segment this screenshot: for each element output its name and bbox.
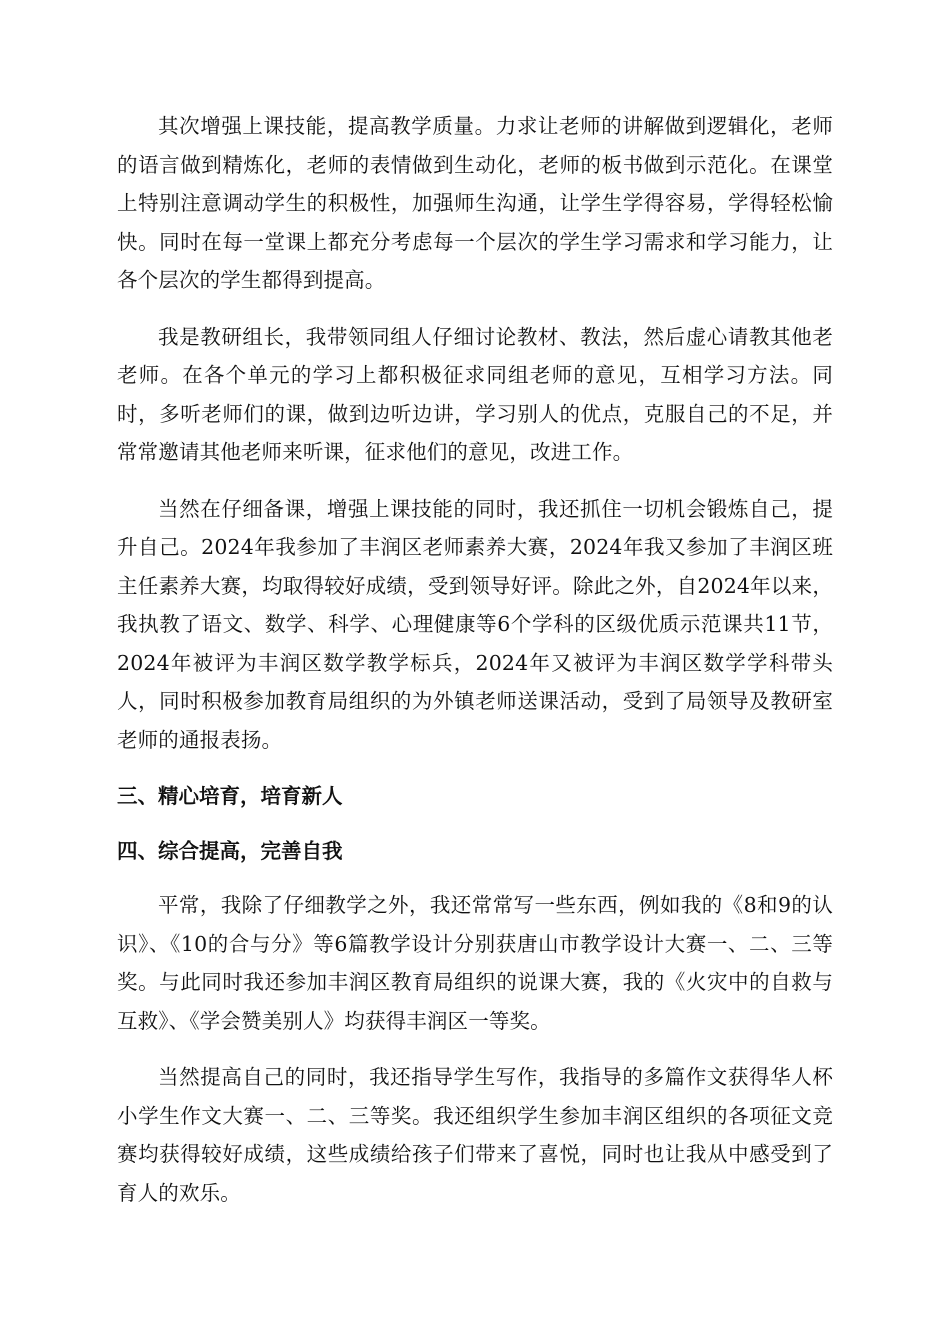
paragraph-self-improvement: 当然在仔细备课，增强上课技能的同时，我还抓住一切机会锻炼自己，提升自己。2024年我参加了丰润区老师素养大赛，2024年我又参加了丰润区班主任素养大赛，均取得较好成绩，受到领导好评。除此之外，自2024年以来，我执教了语文、数学、科学、心理健康等6个学科的区级优质示范课共11节，2024年被评为丰润区数学教学标兵，2024年又被评为丰润区数学学科带头人，同时积极参加教育局组织的为外镇老师送课活动，受到了局领导及教研室老师的通报表扬。	[117, 496, 833, 752]
paragraph-writing-awards: 平常，我除了仔细教学之外，我还常常写一些东西，例如我的《8和9的认识》、《10的合与分》等6篇教学设计分别获唐山市教学设计大赛一、二、三等奖。与此同时我还参加丰润区教育局组织的说课大赛，我的《火灾中的自救与互救》、《学会赞美别人》均获得丰润区一等奖。	[117, 893, 833, 1033]
section-heading-3: 三、精心培育，培育新人	[117, 784, 343, 808]
paragraph-research-group: 我是教研组长，我带领同组人仔细讨论教材、教法，然后虚心请教其他老老师。在各个单元的学习上都积极征求同组老师的意见，互相学习方法。同时，多听老师们的课，做到边听边讲，学习别人的优点，克服自己的不足，并常常邀请其他老师来听课，征求他们的意见，改进工作。	[117, 324, 833, 464]
document-body	[117, 107, 833, 1230]
paragraph-teaching-skills: 其次增强上课技能，提高教学质量。力求让老师的讲解做到逻辑化，老师的语言做到精炼化，老师的表情做到生动化，老师的板书做到示范化。在课堂上特别注意调动学生的积极性，加强师生沟通，让学生学得容易，学得轻松愉快。同时在每一堂课上都充分考虑每一个层次的学生学习需求和学习能力，让各个层次的学生都得到提高。	[117, 114, 833, 292]
section-heading-4: 四、综合提高，完善自我	[117, 838, 343, 863]
paragraph-student-guidance: 当然提高自己的同时，我还指导学生写作，我指导的多篇作文获得华人杯小学生作文大赛一、二、三等奖。我还组织学生参加丰润区组织的各项征文竞赛均获得较好成绩，这些成绩给孩子们带来了喜悦，同时也让我从中感受到了育人的欢乐。	[117, 1065, 833, 1205]
